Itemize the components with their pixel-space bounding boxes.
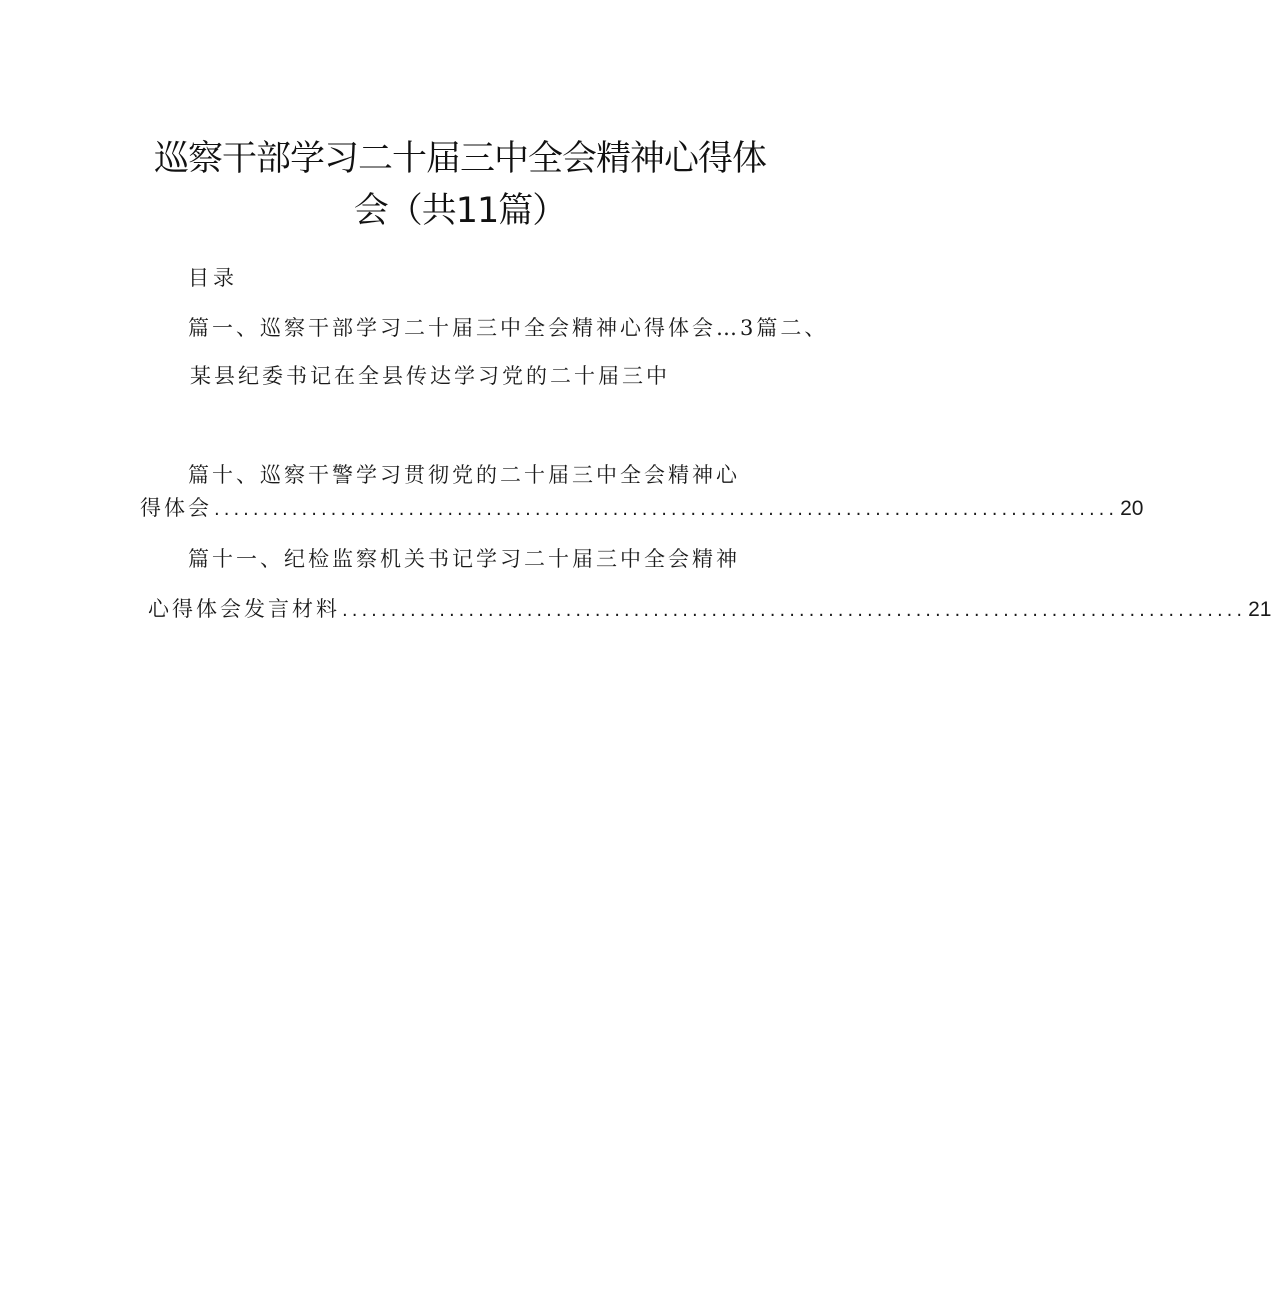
toc-entry-10-leader-row[interactable] — [140, 492, 1144, 522]
toc-entry-1-line-2[interactable]: 某县纪委书记在全县传达学习党的二十届三中 — [190, 364, 670, 388]
toc-entry-1-line-1[interactable]: 篇一、巡察干部学习二十届三中全会精神心得体会…3篇二、 — [188, 316, 829, 340]
toc-entry-10-page-number: 20 — [1120, 497, 1144, 520]
toc-entry-11-page-number: 21 — [1248, 598, 1271, 621]
document-title-line-2: 会（共11篇） — [353, 191, 567, 231]
dot-leader: ............................................................................................. — [214, 499, 1119, 520]
toc-entry-10-line-1[interactable]: 篇十、巡察干警学习贯彻党的二十届三中全会精神心 — [188, 463, 740, 487]
toc-entry-10-label: 得体会 — [140, 496, 212, 520]
toc-entry-11-label: 心得体会发言材料 — [148, 597, 340, 621]
document-title-line-1: 巡察干部学习二十届三中全会精神心得体 — [153, 139, 766, 179]
toc-heading: 目录 — [188, 266, 238, 290]
toc-entry-11-leader-row[interactable] — [148, 593, 1271, 623]
toc-entry-11-line-1[interactable]: 篇十一、纪检监察机关书记学习二十届三中全会精神 — [188, 547, 740, 571]
dot-leader: ............................................................................................. — [342, 600, 1247, 621]
